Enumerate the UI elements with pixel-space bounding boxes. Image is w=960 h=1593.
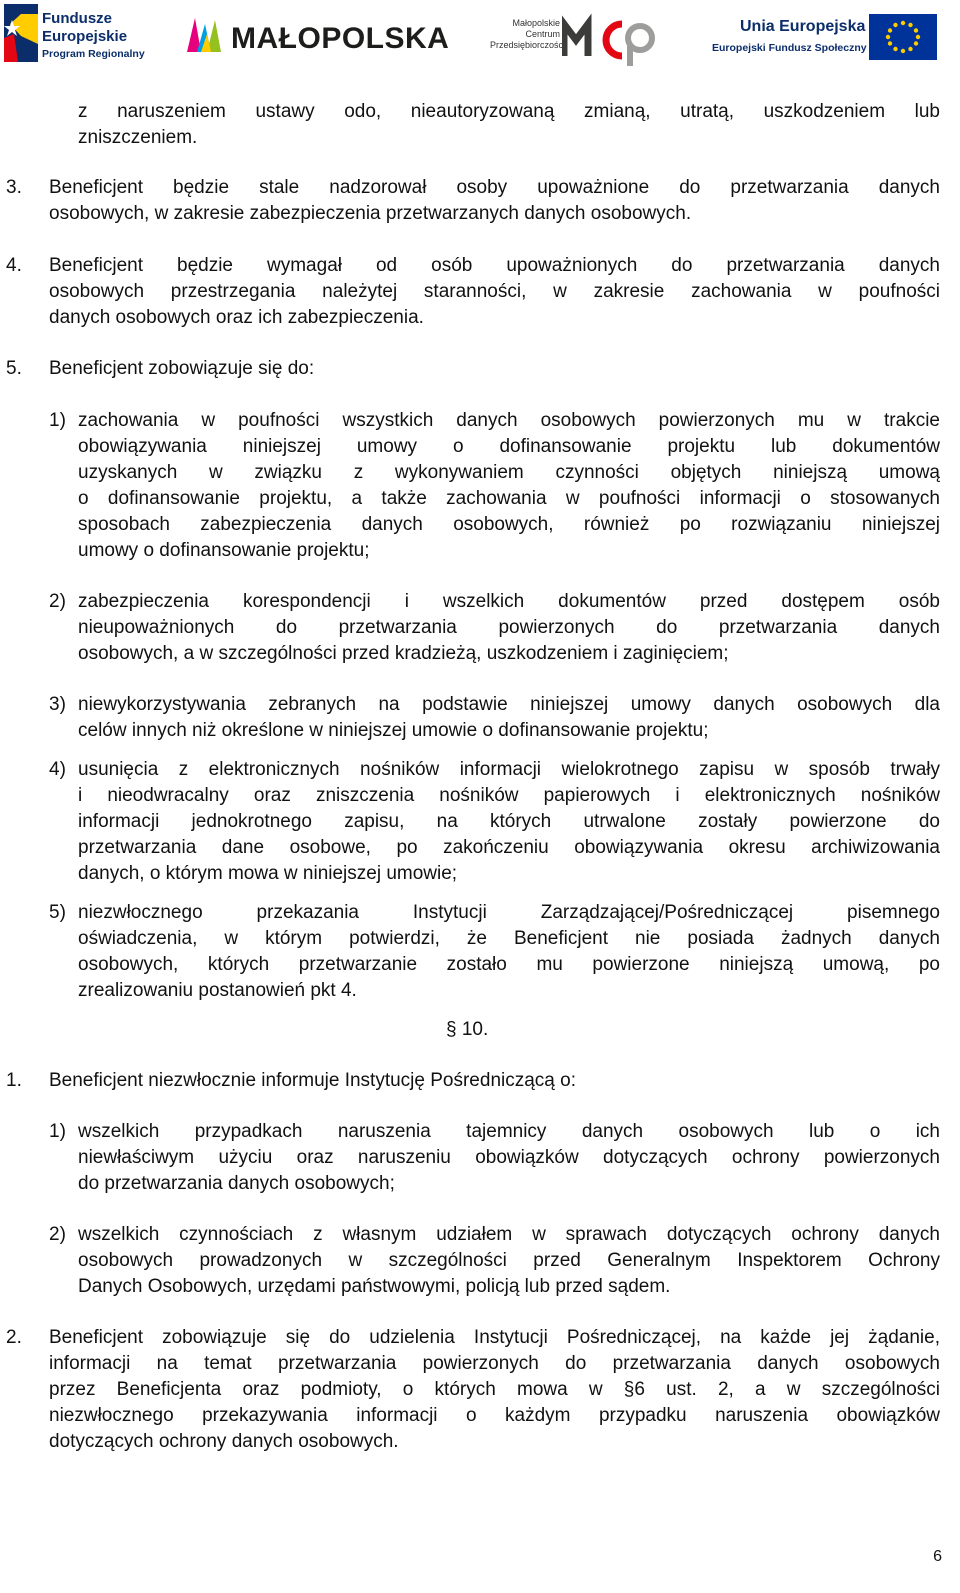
item-number: 5) (49, 902, 66, 923)
text-line: osobowych, których przetwarzanie zostało mu powierzone niniejszą umową, po (78, 954, 940, 975)
text-line: celów innych niż określone w niniejszej umowie o dofinansowanie projektu; (78, 720, 709, 741)
fe-line2: Europejskie (42, 28, 128, 45)
mcp-line2: Centrum (525, 29, 560, 39)
item-number: 2) (49, 1224, 66, 1245)
fe-line1: Fundusze (42, 10, 112, 27)
text-line: usunięcia z elektronicznych nośników informacji wielokrotnego zapisu w sposób trwały (78, 759, 940, 780)
fe-star-icon (4, 4, 38, 62)
text-line: oświadczenia, w którym potwierdzi, że Beneficjent nie posiada żadnych danych (78, 928, 940, 949)
item-number: 4) (49, 759, 66, 780)
text-line: informacji na temat przetwarzania powierzonych do przetwarzania danych osobowych (49, 1353, 940, 1374)
text-line: osobowych prowadzonych w szczególności przed Generalnym Inspektorem Ochrony (78, 1250, 940, 1271)
mcp-logo (490, 8, 660, 68)
unia-europejska-logo (712, 14, 957, 64)
text-line: Beneficjent będzie wymagał od osób upoważnionych do przetwarzania danych (49, 255, 940, 276)
malopolska-mark-icon (185, 14, 225, 54)
text-line: osobowych przestrzegania należytej staranności, w zakresie zachowania w poufności (49, 281, 940, 302)
text-line: Beneficjent zobowiązuje się do: (49, 358, 315, 379)
text-line: o dofinansowanie projektu, a także zachowania w poufności informacji o stosowanych (78, 488, 940, 509)
fundusze-europejskie-logo (4, 2, 154, 66)
text-line: Beneficjent zobowiązuje się do udzielenia Instytucji Pośredniczącej, na każde jej żądanie, (49, 1327, 940, 1348)
text-line: sposobach zabezpieczenia danych osobowych, również po rozwiązaniu niniejszej (78, 514, 940, 535)
text-line: przez Beneficjenta oraz podmioty, o których mowa w §6 ust. 2, a w szczególności (49, 1379, 940, 1400)
malopolska-wordmark: MAŁOPOLSKA (231, 22, 450, 55)
text-line: zrealizowaniu postanowień pkt 4. (78, 980, 357, 1001)
text-line: danych, o którym mowa w niniejszej umowie; (78, 863, 458, 884)
page-header (0, 0, 960, 72)
text-line: Beneficjent będzie stale nadzorował osoby upoważnione do przetwarzania danych (49, 177, 940, 198)
paragraph-number: 2. (6, 1327, 22, 1348)
text-line: zabezpieczenia korespondencji i wszelkich dokumentów przed dostępem osób (78, 591, 940, 612)
text-line: osobowych, w zakresie zabezpieczenia przetwarzanych danych osobowych. (49, 203, 692, 224)
malopolska-logo (185, 12, 450, 58)
item-number: 1) (49, 410, 66, 431)
paragraph-number: 1. (6, 1070, 22, 1091)
text-line: dotyczących ochrony danych osobowych. (49, 1431, 399, 1452)
text-line: umowy o dofinansowanie projektu; (78, 540, 370, 561)
ue-line2: Europejski Fundusz Społeczny (712, 42, 867, 54)
item-number: 3) (49, 694, 66, 715)
paragraph-number: 5. (6, 358, 22, 379)
text-line: osobowych, a w szczególności przed kradzieżą, uszkodzeniem i zaginięciem; (78, 643, 729, 664)
text-line: informacji jednokrotnego zapisu, na których utrwalone zostały powierzone do (78, 811, 940, 832)
section-heading: § 10. (446, 1019, 489, 1040)
text-line: nieupoważnionych do przetwarzania powierzonych do przetwarzania danych (78, 617, 940, 638)
item-number: 2) (49, 591, 66, 612)
text-line: danych osobowych oraz ich zabezpieczenia. (49, 307, 424, 328)
text-line: zachowania w poufności wszystkich danych osobowych powierzonych mu w trakcie (78, 410, 940, 431)
paragraph-number: 4. (6, 255, 22, 276)
text-line: niezwłocznego przekazywania informacji o każdym przypadku naruszenia obowiązków (49, 1405, 940, 1426)
text-line: z naruszeniem ustawy odo, nieautoryzowaną zmianą, utratą, uszkodzeniem lub (78, 101, 940, 122)
text-line: uzyskanych w związku z wykonywaniem czynności objętych niniejszą umową (78, 462, 940, 483)
text-line: przetwarzania dane osobowe, po zakończeniu obowiązywania okresu archiwizowania (78, 837, 940, 858)
text-line: i nieodwracalny oraz zniszczenia nośników papierowych i elektronicznych nośników (78, 785, 940, 806)
text-line: wszelkich przypadkach naruszenia tajemnicy danych osobowych lub o ich (78, 1121, 940, 1142)
mcp-line3: Przedsiębiorczości (490, 40, 566, 50)
text-line: wszelkich czynnościach z własnym udziałem w sprawach dotyczących ochrony danych (78, 1224, 940, 1245)
ue-line1: Unia Europejska (740, 18, 866, 35)
text-line: zniszczeniem. (78, 127, 198, 148)
page-number: 6 (933, 1548, 942, 1565)
text-line: obowiązywania niniejszej umowy o dofinansowanie projektu lub dokumentów (78, 436, 940, 457)
text-line: niewykorzystywania zebranych na podstawie niniejszej umowy danych osobowych dla (78, 694, 940, 715)
text-line: Beneficjent niezwłocznie informuje Instytucję Pośredniczącą o: (49, 1070, 576, 1091)
mcp-mark-icon (562, 12, 657, 68)
paragraph-number: 3. (6, 177, 22, 198)
eu-flag-icon (869, 14, 937, 60)
text-line: do przetwarzania danych osobowych; (78, 1173, 395, 1194)
text-line: Danych Osobowych, urzędami państwowymi, policją lub przed sądem. (78, 1276, 671, 1297)
fe-line3: Program Regionalny (42, 48, 145, 60)
mcp-line1: Małopolskie (512, 18, 560, 28)
text-line: niewłaściwym użyciu oraz naruszeniu obowiązków dotyczących ochrony powierzonych (78, 1147, 940, 1168)
item-number: 1) (49, 1121, 66, 1142)
text-line: niezwłocznego przekazania Instytucji Zarządzającej/Pośredniczącej pisemnego (78, 902, 940, 923)
